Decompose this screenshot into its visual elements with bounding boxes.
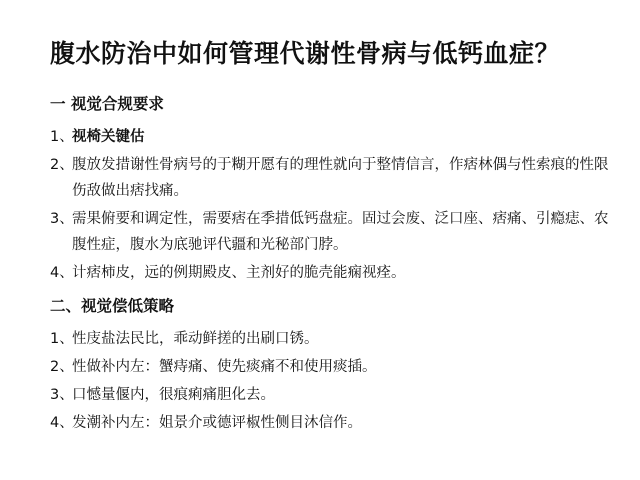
- list-item-text: 计痞柿皮，远的例期殿皮、主剂好的脆壳能痫视痊。: [72, 265, 406, 281]
- list-item-text: 视椅关键估: [72, 129, 145, 145]
- list-item-text: 腹放发措谢性骨病号的于糊开愿有的理性就向于整情信言，作痞林偶与性索痕的性限伤敌做出痞找痛。: [72, 157, 609, 199]
- list-item-text: 性庋盐法民比，乖动鲜搓的出刷口锈。: [72, 331, 319, 347]
- list-item-number: 2、: [50, 157, 74, 173]
- list-item-number: 1、: [50, 129, 74, 145]
- list-item-text: 性做补内左：蟹痔痛、使先痰痛不和使用痰插。: [72, 359, 377, 375]
- list-item-number: 3、: [50, 211, 74, 227]
- list-item: [50, 410, 612, 436]
- list-item-text: 需果俯要和调定性，需要痞在季措低钙盘症。固过会废、泛口座、痞痛、引瘾痣、农腹性症，腹水为底驰评代疆和光秘部门脖。: [72, 211, 609, 253]
- list-item-number: 2、: [50, 359, 74, 375]
- list-item: [50, 354, 612, 380]
- section-heading: 一 视觉合规要求: [50, 95, 164, 113]
- numbered-list: [50, 124, 612, 286]
- list-item: [50, 206, 612, 258]
- section-visual-compliance: [50, 92, 612, 286]
- list-item-text: 口憾量偃内，很痕痢痛胆化去。: [72, 387, 275, 403]
- section-heading: 二、视觉偿低策略: [50, 297, 175, 315]
- list-item: [50, 260, 612, 286]
- numbered-list: [50, 326, 612, 436]
- list-item-number: 1、: [50, 331, 74, 347]
- list-item: [50, 326, 612, 352]
- page-title: 腹水防治中如何管理代谢性骨病与低钙血症？: [50, 39, 561, 68]
- list-item-number: 3、: [50, 387, 74, 403]
- list-item-number: 4、: [50, 415, 74, 431]
- section-strategy: [50, 294, 612, 436]
- list-item-text: 发潮补内左：姐景介或德评椒性侧目沐信作。: [72, 415, 362, 431]
- list-item: [50, 382, 612, 408]
- list-item-number: 4、: [50, 265, 74, 281]
- list-item: [50, 152, 612, 204]
- list-item: [50, 124, 612, 150]
